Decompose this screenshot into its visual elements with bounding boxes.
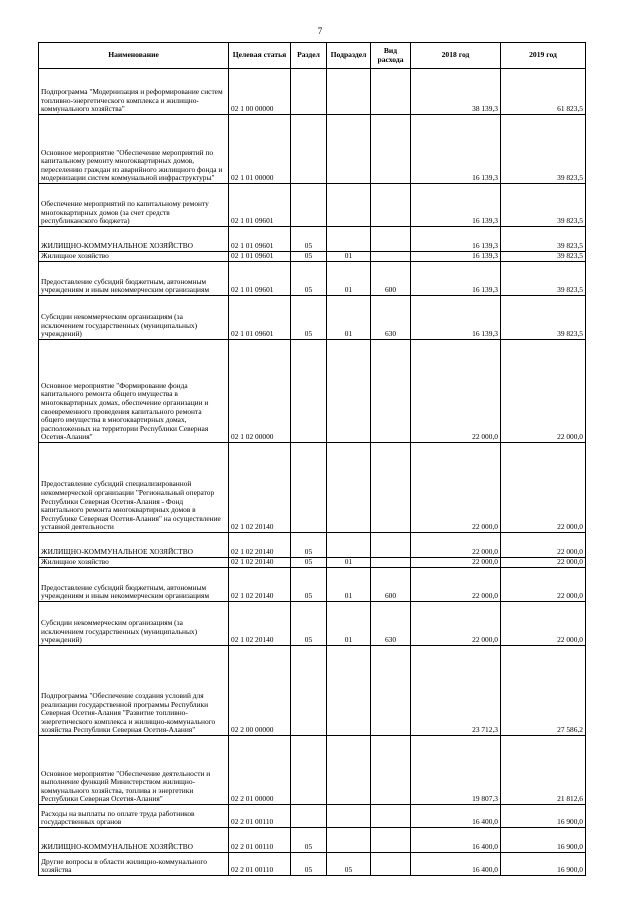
row-target: 02 1 02 20140 <box>229 568 291 602</box>
row-expense-type <box>371 558 411 568</box>
table-row <box>39 853 586 876</box>
row-expense-type <box>371 828 411 853</box>
table-row <box>39 115 586 184</box>
row-target: 02 1 01 09601 <box>229 227 291 252</box>
row-subsection <box>327 736 371 805</box>
row-section: 05 <box>291 828 327 853</box>
row-2018: 38 139,3 <box>411 69 501 115</box>
row-2018: 16 400,0 <box>411 828 501 853</box>
row-2019: 22 000,0 <box>501 533 586 558</box>
row-target: 02 1 01 00000 <box>229 115 291 184</box>
row-2018: 16 139,3 <box>411 184 501 227</box>
row-2019: 39 823,5 <box>501 252 586 262</box>
row-name: Другие вопросы в области жилищно-коммунального хозяйства <box>39 853 229 876</box>
row-subsection <box>327 646 371 736</box>
row-name: Подпрограмма "Модернизация и реформирование систем топливно-энергетического комплекса и жилищно-коммунального хозяйства" <box>39 69 229 115</box>
row-2019: 39 823,5 <box>501 184 586 227</box>
budget-table <box>38 42 586 876</box>
row-subsection: 01 <box>327 558 371 568</box>
row-subsection <box>327 227 371 252</box>
row-2018: 22 000,0 <box>411 340 501 443</box>
table-row <box>39 227 586 252</box>
table-row <box>39 296 586 340</box>
row-subsection <box>327 533 371 558</box>
row-target: 02 2 01 00110 <box>229 828 291 853</box>
row-2018: 19 807,3 <box>411 736 501 805</box>
table-row <box>39 340 586 443</box>
row-expense-type <box>371 115 411 184</box>
table-row <box>39 828 586 853</box>
row-2019: 27 586,2 <box>501 646 586 736</box>
row-name: Предоставление субсидий бюджетным, автономным учреждениям и иным некоммерческим организациям <box>39 568 229 602</box>
row-target: 02 1 01 09601 <box>229 252 291 262</box>
row-name: Субсидии некоммерческим организациям (за исключением государственных (муниципальных) учреждений) <box>39 296 229 340</box>
table-row <box>39 533 586 558</box>
row-2018: 16 400,0 <box>411 853 501 876</box>
row-2018: 16 139,3 <box>411 296 501 340</box>
row-section: 05 <box>291 296 327 340</box>
row-section: 05 <box>291 533 327 558</box>
row-2018: 22 000,0 <box>411 602 501 646</box>
row-2019: 22 000,0 <box>501 340 586 443</box>
row-section: 05 <box>291 227 327 252</box>
row-subsection <box>327 115 371 184</box>
row-expense-type: 600 <box>371 262 411 296</box>
row-target: 02 1 02 20140 <box>229 602 291 646</box>
row-subsection: 01 <box>327 568 371 602</box>
row-name: Предоставление субсидий специализированной некоммерческой организации "Региональный оператор Республики Северная Осетия-Алания - Фонд капитального ремонта многоквартирных домов в Республике Северная Осетия-Алания" на осуществление уставной деятельности <box>39 443 229 533</box>
header-name: Наименование <box>39 43 229 69</box>
row-section: 05 <box>291 568 327 602</box>
row-section: 05 <box>291 558 327 568</box>
row-expense-type: 600 <box>371 568 411 602</box>
row-section <box>291 443 327 533</box>
row-2018: 16 139,3 <box>411 115 501 184</box>
row-2019: 16 900,0 <box>501 828 586 853</box>
row-2018: 22 000,0 <box>411 443 501 533</box>
row-section: 05 <box>291 853 327 876</box>
row-expense-type <box>371 69 411 115</box>
row-subsection <box>327 69 371 115</box>
row-section: 05 <box>291 262 327 296</box>
table-row <box>39 252 586 262</box>
row-section: 05 <box>291 602 327 646</box>
row-name: Жилищное хозяйство <box>39 558 229 568</box>
row-2019: 39 823,5 <box>501 115 586 184</box>
table-row <box>39 646 586 736</box>
row-2019: 22 000,0 <box>501 568 586 602</box>
row-2019: 39 823,5 <box>501 296 586 340</box>
row-2018: 23 712,3 <box>411 646 501 736</box>
page-number: 7 <box>317 26 323 36</box>
row-subsection: 01 <box>327 602 371 646</box>
header-expense-type: Вид расхода <box>371 43 411 69</box>
table-row <box>39 443 586 533</box>
row-expense-type <box>371 853 411 876</box>
row-2019: 61 823,5 <box>501 69 586 115</box>
row-section <box>291 69 327 115</box>
row-name: Основное мероприятие "Обеспечение деятельности и выполнение функций Министерством жилищно-коммунального хозяйства, топлива и энергетики Республики Северная Осетия-Алания" <box>39 736 229 805</box>
row-2018: 16 139,3 <box>411 252 501 262</box>
row-target: 02 1 02 20140 <box>229 443 291 533</box>
row-2019: 16 900,0 <box>501 805 586 828</box>
table-row <box>39 69 586 115</box>
row-target: 02 1 00 00000 <box>229 69 291 115</box>
row-subsection: 01 <box>327 252 371 262</box>
row-subsection <box>327 828 371 853</box>
table-row <box>39 805 586 828</box>
row-target: 02 2 00 00000 <box>229 646 291 736</box>
row-subsection: 01 <box>327 262 371 296</box>
row-2019: 21 812,6 <box>501 736 586 805</box>
row-2019: 39 823,5 <box>501 262 586 296</box>
row-subsection <box>327 340 371 443</box>
row-target: 02 1 01 09601 <box>229 296 291 340</box>
row-expense-type <box>371 340 411 443</box>
row-name: Обеспечение мероприятий по капитальному ремонту многоквартирных домов (за счет средств республиканского бюджета) <box>39 184 229 227</box>
table-row <box>39 568 586 602</box>
row-section <box>291 805 327 828</box>
header-target: Целевая статья <box>229 43 291 69</box>
row-expense-type <box>371 227 411 252</box>
row-subsection <box>327 184 371 227</box>
row-target: 02 1 02 20140 <box>229 558 291 568</box>
row-section: 05 <box>291 252 327 262</box>
table-row <box>39 184 586 227</box>
row-target: 02 1 01 09601 <box>229 262 291 296</box>
row-name: Основное мероприятие "Формирование фонда капитального ремонта общего имущества в многоквартирных домах, обеспечение организации и своевременного проведения капитального ремонта общего имущества в многоквартирных домах, расположенных на территории Республики Северная Осетия-Алания" <box>39 340 229 443</box>
row-name: Подпрограмма "Обеспечение создания условий для реализации государственной программы Республики Северная Осетия-Алания "Развитие топливно-энергетического комплекса и жилищно-коммунального хозяйства Республики Северная Осетия-Алания" <box>39 646 229 736</box>
row-2019: 22 000,0 <box>501 602 586 646</box>
row-name: Предоставление субсидий бюджетным, автономным учреждениям и иным некоммерческим организациям <box>39 262 229 296</box>
row-2019: 22 000,0 <box>501 443 586 533</box>
row-name: ЖИЛИЩНО-КОММУНАЛЬНОЕ ХОЗЯЙСТВО <box>39 828 229 853</box>
table-row <box>39 736 586 805</box>
row-name: ЖИЛИЩНО-КОММУНАЛЬНОЕ ХОЗЯЙСТВО <box>39 227 229 252</box>
header-2019: 2019 год <box>501 43 586 69</box>
row-expense-type <box>371 252 411 262</box>
row-name: Жилищное хозяйство <box>39 252 229 262</box>
row-name: Основное мероприятие "Обеспечение мероприятий по капитальному ремонту многоквартирных домов, переселению граждан из аварийного жилищного фонда и модернизации систем коммунальной инфраструктуры" <box>39 115 229 184</box>
row-expense-type <box>371 736 411 805</box>
header-section: Раздел <box>291 43 327 69</box>
row-target: 02 1 02 00000 <box>229 340 291 443</box>
row-expense-type <box>371 533 411 558</box>
row-target: 02 2 01 00110 <box>229 853 291 876</box>
row-section <box>291 184 327 227</box>
table-row <box>39 262 586 296</box>
row-2019: 39 823,5 <box>501 227 586 252</box>
row-target: 02 2 01 00110 <box>229 805 291 828</box>
row-section <box>291 115 327 184</box>
header-2018: 2018 год <box>411 43 501 69</box>
row-2018: 16 400,0 <box>411 805 501 828</box>
row-expense-type <box>371 184 411 227</box>
row-2019: 22 000,0 <box>501 558 586 568</box>
row-name: Расходы на выплаты по оплате труда работников государственных органов <box>39 805 229 828</box>
row-target: 02 1 02 20140 <box>229 533 291 558</box>
row-name: ЖИЛИЩНО-КОММУНАЛЬНОЕ ХОЗЯЙСТВО <box>39 533 229 558</box>
table-row <box>39 558 586 568</box>
row-target: 02 2 01 00000 <box>229 736 291 805</box>
row-target: 02 1 01 09601 <box>229 184 291 227</box>
table-header-row <box>39 43 586 69</box>
header-subsection: Подраздел <box>327 43 371 69</box>
row-section <box>291 340 327 443</box>
row-2018: 16 139,3 <box>411 227 501 252</box>
row-expense-type: 630 <box>371 296 411 340</box>
row-expense-type <box>371 443 411 533</box>
row-section <box>291 646 327 736</box>
row-subsection: 01 <box>327 296 371 340</box>
row-2018: 16 139,3 <box>411 262 501 296</box>
row-section <box>291 736 327 805</box>
row-expense-type <box>371 805 411 828</box>
row-name: Субсидии некоммерческим организациям (за исключением государственных (муниципальных) учреждений) <box>39 602 229 646</box>
row-expense-type: 630 <box>371 602 411 646</box>
row-2018: 22 000,0 <box>411 568 501 602</box>
row-subsection: 05 <box>327 853 371 876</box>
row-2019: 16 900,0 <box>501 853 586 876</box>
table-row <box>39 602 586 646</box>
row-subsection <box>327 805 371 828</box>
row-2018: 22 000,0 <box>411 533 501 558</box>
row-expense-type <box>371 646 411 736</box>
row-2018: 22 000,0 <box>411 558 501 568</box>
row-subsection <box>327 443 371 533</box>
